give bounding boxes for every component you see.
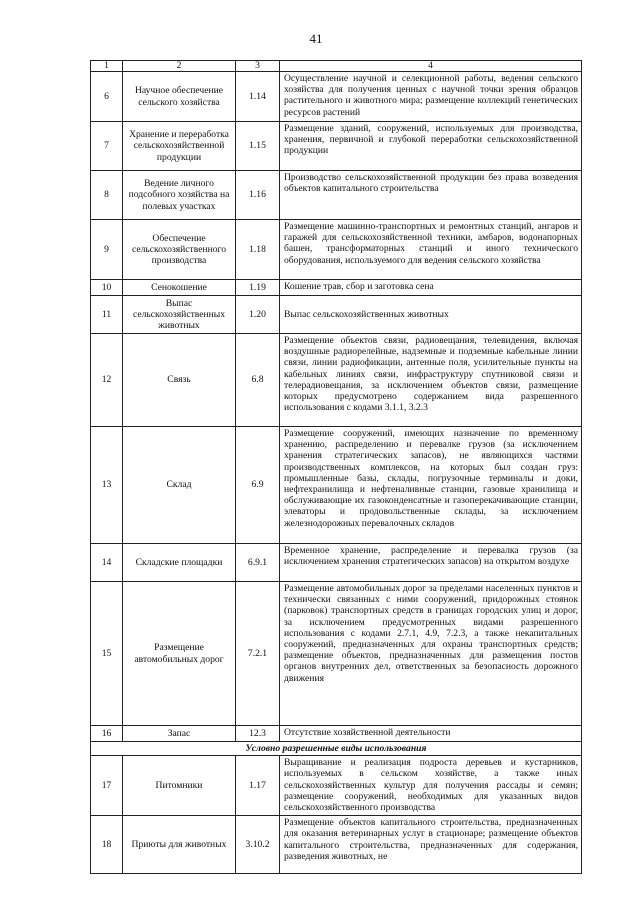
use-description: Размещение сооружений, имеющих назначение по временному хранению, распределению и перевалке грузов (за исключением хранения стратегических запасов), не являющихся частями производственных комплексов, на которых был создан груз: промышленные базы, склады, погрузочные терминалы и доки, нефтехранилища и нефтеналивные станции, газовые хранилища и обслуживающие их газоконденсатные и газоперекачивающие станции, элеваторы и продовольственные склады, за исключением железнодорожных перевалочных складов: [280, 427, 582, 544]
use-code: 1.19: [236, 280, 280, 296]
use-code: 6.9.1: [236, 544, 280, 582]
page-number: 41: [309, 31, 323, 46]
row-number: 18: [91, 816, 123, 874]
row-number: 17: [91, 756, 123, 816]
use-code: 3.10.2: [236, 816, 280, 874]
use-description: Размещение машинно-транспортных и ремонтных станций, ангаров и гаражей для сельскохозяйственной техники, амбаров, водонапорных башен, трансформаторных станций и иного технического оборудования, используемого для ведения сельского хозяйства: [280, 220, 582, 280]
row-number: 7: [91, 122, 123, 171]
section-title: Условно разрешенные виды использования: [91, 742, 582, 756]
row-number: 15: [91, 582, 123, 726]
table-row: [91, 280, 582, 296]
header-cell: 4: [280, 61, 582, 72]
use-description: Выпас сельскохозяйственных животных: [280, 296, 582, 334]
use-code: 1.18: [236, 220, 280, 280]
land-use-table: [90, 60, 582, 874]
table-header-row: [91, 61, 582, 72]
table-row: [91, 726, 582, 742]
use-name: Приюты для животных: [123, 816, 236, 874]
table-row: [91, 582, 582, 726]
table-row: [91, 334, 582, 427]
use-name: Складские площадки: [123, 544, 236, 582]
row-number: 10: [91, 280, 123, 296]
use-name: Склад: [123, 427, 236, 544]
row-number: 11: [91, 296, 123, 334]
use-name: Запас: [123, 726, 236, 742]
use-code: 1.17: [236, 756, 280, 816]
header-cell: 3: [236, 61, 280, 72]
header-cell: 1: [91, 61, 123, 72]
use-name: Питомники: [123, 756, 236, 816]
table-row: [91, 427, 582, 544]
row-number: 13: [91, 427, 123, 544]
use-name: Выпас сельскохозяйственных животных: [123, 296, 236, 334]
use-description: Кошение трав, сбор и заготовка сена: [280, 280, 582, 296]
use-description: Осуществление научной и селекционной работы, ведения сельского хозяйства для получения ценных с научной точки зрения образцов растительного и животного мира; размещение коллекций генетических ресурсов растений: [280, 72, 582, 122]
use-code: 6.8: [236, 334, 280, 427]
use-description: Размещение автомобильных дорог за пределами населенных пунктов и технически связанных с ними сооружений, придорожных стоянок (парковок) транспортных средств в границах городских улиц и дорог, за исключением предусмотренных видами разрешенного использования с кодами 2.7.1, 4.9, 7.2.3, а также некапитальных сооружений, предназначенных для охраны транспортных средств; размещение объектов, предназначенных для размещения постов органов внутренних дел, ответственных за безопасность дорожного движения: [280, 582, 582, 726]
use-description-text: Размещение объектов капитального строительства, предназначенных для оказания ветеринарных услуг в стационаре; размещение объектов капитального строительства, предназначенных для содержания, разведения животных, не: [284, 817, 578, 862]
use-name: Размещение автомобильных дорог: [123, 582, 236, 726]
use-code: 12.3: [236, 726, 280, 742]
use-code: 7.2.1: [236, 582, 280, 726]
row-number: 6: [91, 72, 123, 122]
use-description: [280, 816, 582, 874]
row-number: 14: [91, 544, 123, 582]
use-name: Научное обеспечение сельского хозяйства: [123, 72, 236, 122]
table-row: [91, 296, 582, 334]
use-description: Производство сельскохозяйственной продукции без права возведения объектов капитального строительства: [280, 171, 582, 220]
table-row: [91, 171, 582, 220]
use-code: 1.14: [236, 72, 280, 122]
row-number: 12: [91, 334, 123, 427]
use-code: 1.16: [236, 171, 280, 220]
use-name: Обеспечение сельскохозяйственного производства: [123, 220, 236, 280]
table-row: [91, 122, 582, 171]
use-name: Ведение личного подсобного хозяйства на полевых участках: [123, 171, 236, 220]
table-row: [91, 544, 582, 582]
header-cell: 2: [123, 61, 236, 72]
table-row: [91, 816, 582, 874]
use-code: 6.9: [236, 427, 280, 544]
row-number: 9: [91, 220, 123, 280]
row-number: 16: [91, 726, 123, 742]
use-code: 1.20: [236, 296, 280, 334]
use-description: Размещение объектов связи, радиовещания, телевидения, включая воздушные радиорелейные, надземные и подземные кабельные линии связи, линии радиофикации, антенные поля, усилительные пункты на кабельных линиях связи, инфраструктуру спутниковой связи и телерадиовещания, за исключением объектов связи, размещение которых предусмотрено содержанием вида разрешенного использования с кодами 3.1.1, 3.2.3: [280, 334, 582, 427]
use-name: Сенокошение: [123, 280, 236, 296]
table-row: [91, 72, 582, 122]
table-row: [91, 756, 582, 816]
use-name: Хранение и переработка сельскохозяйственной продукции: [123, 122, 236, 171]
section-header-row: [91, 742, 582, 756]
use-description: Выращивание и реализация подроста деревьев и кустарников, используемых в сельском хозяйстве, а также иных сельскохозяйственных культур для получения рассады и семян; размещение сооружений, необходимых для указанных видов сельскохозяйственного производства: [280, 756, 582, 816]
use-description: Временное хранение, распределение и перевалка грузов (за исключением хранения стратегических запасов) на открытом воздухе: [280, 544, 582, 582]
use-code: 1.15: [236, 122, 280, 171]
use-description: Размещение зданий, сооружений, используемых для производства, хранения, первичной и глубокой переработки сельскохозяйственной продукции: [280, 122, 582, 171]
table-row: [91, 220, 582, 280]
row-number: 8: [91, 171, 123, 220]
use-name: Связь: [123, 334, 236, 427]
use-description: Отсутствие хозяйственной деятельности: [280, 726, 582, 742]
